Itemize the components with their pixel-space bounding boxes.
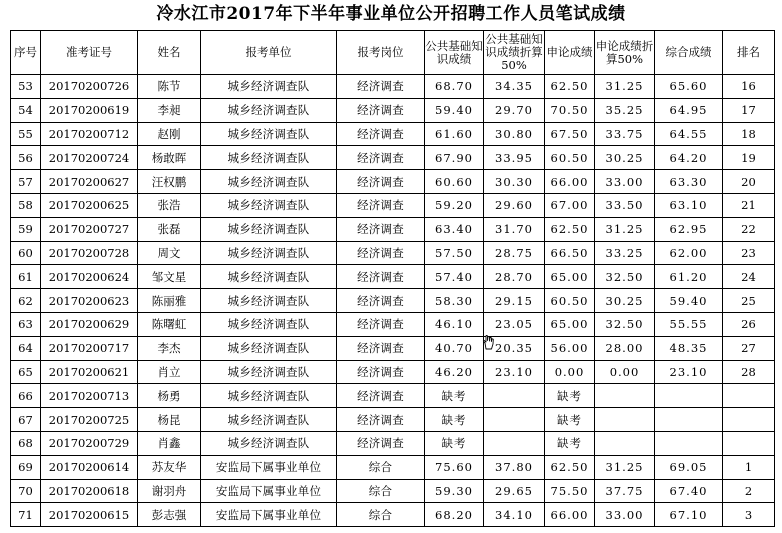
cell-unit: 城乡经济调查队	[201, 193, 337, 217]
cell-name: 陈节	[138, 75, 201, 99]
cell-index: 66	[11, 384, 41, 408]
cell-name: 赵刚	[138, 122, 201, 146]
cell-rank: 1	[723, 455, 775, 479]
cell-unit: 城乡经济调查队	[201, 408, 337, 432]
cell-basic-converted: 30.80	[484, 122, 545, 146]
cell-index: 71	[11, 503, 41, 527]
cell-essay-converted: 31.25	[595, 75, 655, 99]
cell-post: 经济调查	[337, 265, 425, 289]
cell-index: 68	[11, 431, 41, 455]
cell-name: 邹文星	[138, 265, 201, 289]
cell-unit: 城乡经济调查队	[201, 265, 337, 289]
cell-rank	[723, 431, 775, 455]
cell-total: 62.00	[655, 241, 723, 265]
cell-index: 65	[11, 360, 41, 384]
cell-name: 杨勇	[138, 384, 201, 408]
cell-basic-score: 57.40	[425, 265, 484, 289]
cell-basic-score: 57.50	[425, 241, 484, 265]
cell-unit: 城乡经济调查队	[201, 98, 337, 122]
cell-essay-converted: 37.75	[595, 479, 655, 503]
cell-essay-score: 75.50	[545, 479, 595, 503]
cell-unit: 城乡经济调查队	[201, 170, 337, 194]
cell-basic-converted: 28.70	[484, 265, 545, 289]
cell-rank: 3	[723, 503, 775, 527]
cell-essay-score: 67.50	[545, 122, 595, 146]
cell-basic-score: 58.30	[425, 289, 484, 313]
cell-basic-converted: 20.35	[484, 336, 545, 360]
cell-essay-converted: 33.50	[595, 193, 655, 217]
cell-rank: 24	[723, 265, 775, 289]
cell-unit: 城乡经济调查队	[201, 122, 337, 146]
cell-unit: 城乡经济调查队	[201, 289, 337, 313]
cell-name: 杨昆	[138, 408, 201, 432]
cell-name: 谢羽舟	[138, 479, 201, 503]
cell-post: 经济调查	[337, 312, 425, 336]
cell-post: 综合	[337, 479, 425, 503]
cell-exam-id: 20170200727	[41, 217, 138, 241]
cell-index: 57	[11, 170, 41, 194]
cell-rank: 19	[723, 146, 775, 170]
cell-post: 经济调查	[337, 336, 425, 360]
cell-basic-converted	[484, 384, 545, 408]
table-row	[11, 170, 775, 194]
cell-post: 经济调查	[337, 241, 425, 265]
cell-rank: 22	[723, 217, 775, 241]
cell-essay-converted: 33.75	[595, 122, 655, 146]
col-header-exam-id: 准考证号	[41, 31, 138, 75]
cell-essay-score: 65.00	[545, 265, 595, 289]
cell-basic-converted: 37.80	[484, 455, 545, 479]
cell-essay-score: 62.50	[545, 455, 595, 479]
cell-essay-converted: 31.25	[595, 217, 655, 241]
cell-exam-id: 20170200726	[41, 75, 138, 99]
cell-rank: 28	[723, 360, 775, 384]
cell-name: 张浩	[138, 193, 201, 217]
col-header-name: 姓名	[138, 31, 201, 75]
cell-basic-converted: 30.30	[484, 170, 545, 194]
cell-essay-score: 缺考	[545, 431, 595, 455]
hand-cursor-icon	[482, 334, 496, 350]
cell-basic-score: 67.90	[425, 146, 484, 170]
header-row	[11, 31, 775, 75]
cell-unit: 城乡经济调查队	[201, 312, 337, 336]
cell-name: 苏友华	[138, 455, 201, 479]
cell-essay-score: 60.50	[545, 289, 595, 313]
cell-name: 汪权鹏	[138, 170, 201, 194]
cell-exam-id: 20170200623	[41, 289, 138, 313]
cell-post: 经济调查	[337, 217, 425, 241]
cell-rank: 26	[723, 312, 775, 336]
cell-essay-converted: 33.00	[595, 170, 655, 194]
cell-rank: 18	[723, 122, 775, 146]
cell-rank: 27	[723, 336, 775, 360]
cell-index: 53	[11, 75, 41, 99]
cell-exam-id: 20170200725	[41, 408, 138, 432]
cell-unit: 城乡经济调查队	[201, 360, 337, 384]
cell-essay-converted: 30.25	[595, 289, 655, 313]
cell-total: 55.55	[655, 312, 723, 336]
cell-exam-id: 20170200713	[41, 384, 138, 408]
cell-post: 经济调查	[337, 193, 425, 217]
cell-exam-id: 20170200712	[41, 122, 138, 146]
table-row	[11, 193, 775, 217]
cell-exam-id: 20170200629	[41, 312, 138, 336]
cell-rank: 23	[723, 241, 775, 265]
cell-basic-converted	[484, 408, 545, 432]
page-title: 冷水江市2017年下半年事业单位公开招聘工作人员笔试成绩	[156, 4, 626, 24]
cell-index: 58	[11, 193, 41, 217]
cell-essay-converted: 0.00	[595, 360, 655, 384]
cell-basic-converted: 29.15	[484, 289, 545, 313]
table-row	[11, 241, 775, 265]
table-row	[11, 289, 775, 313]
cell-essay-converted	[595, 408, 655, 432]
table-row	[11, 408, 775, 432]
cell-basic-score: 40.70	[425, 336, 484, 360]
cell-name: 肖鑫	[138, 431, 201, 455]
cell-rank: 20	[723, 170, 775, 194]
cell-basic-converted: 33.95	[484, 146, 545, 170]
table-row	[11, 479, 775, 503]
table-row	[11, 75, 775, 99]
cell-total: 64.95	[655, 98, 723, 122]
cell-basic-converted: 23.05	[484, 312, 545, 336]
cell-essay-score: 66.50	[545, 241, 595, 265]
cell-post: 经济调查	[337, 122, 425, 146]
cell-index: 70	[11, 479, 41, 503]
cell-basic-converted: 29.70	[484, 98, 545, 122]
cell-total: 64.55	[655, 122, 723, 146]
col-header-basic-score: 公共基础知识成绩	[425, 31, 484, 75]
cell-post: 综合	[337, 503, 425, 527]
cell-post: 经济调查	[337, 98, 425, 122]
cell-essay-converted	[595, 431, 655, 455]
cell-essay-score: 65.00	[545, 312, 595, 336]
cell-index: 60	[11, 241, 41, 265]
col-header-basic-converted: 公共基础知识成绩折算50%	[484, 31, 545, 75]
cell-essay-score: 66.00	[545, 170, 595, 194]
table-row	[11, 455, 775, 479]
cell-post: 经济调查	[337, 360, 425, 384]
cell-name: 周文	[138, 241, 201, 265]
col-header-post: 报考岗位	[337, 31, 425, 75]
table-row	[11, 217, 775, 241]
cell-total: 69.05	[655, 455, 723, 479]
cell-basic-score: 68.20	[425, 503, 484, 527]
cell-essay-score: 缺考	[545, 384, 595, 408]
cell-unit: 安监局下属事业单位	[201, 455, 337, 479]
table-row	[11, 265, 775, 289]
cell-index: 61	[11, 265, 41, 289]
cell-unit: 安监局下属事业单位	[201, 479, 337, 503]
cell-exam-id: 20170200619	[41, 98, 138, 122]
cell-total: 67.40	[655, 479, 723, 503]
cell-total	[655, 384, 723, 408]
cell-essay-score: 62.50	[545, 75, 595, 99]
cell-unit: 安监局下属事业单位	[201, 503, 337, 527]
cell-basic-converted: 34.10	[484, 503, 545, 527]
cell-exam-id: 20170200724	[41, 146, 138, 170]
col-header-rank: 排名	[723, 31, 775, 75]
cell-unit: 城乡经济调查队	[201, 241, 337, 265]
cell-essay-converted: 32.50	[595, 312, 655, 336]
cell-name: 肖立	[138, 360, 201, 384]
cell-index: 64	[11, 336, 41, 360]
cell-post: 经济调查	[337, 146, 425, 170]
cell-basic-score: 59.40	[425, 98, 484, 122]
cell-total: 67.10	[655, 503, 723, 527]
cell-post: 经济调查	[337, 75, 425, 99]
cell-index: 55	[11, 122, 41, 146]
cell-essay-score: 60.50	[545, 146, 595, 170]
cell-total: 61.20	[655, 265, 723, 289]
cell-rank: 16	[723, 75, 775, 99]
table-row	[11, 312, 775, 336]
table-row	[11, 431, 775, 455]
table-row	[11, 360, 775, 384]
cell-essay-score: 66.00	[545, 503, 595, 527]
cell-essay-converted: 33.00	[595, 503, 655, 527]
cell-name: 陈曙虹	[138, 312, 201, 336]
cell-total	[655, 431, 723, 455]
cell-basic-score: 46.20	[425, 360, 484, 384]
cell-unit: 城乡经济调查队	[201, 384, 337, 408]
cell-basic-converted	[484, 431, 545, 455]
col-header-index: 序号	[11, 31, 41, 75]
scores-table	[10, 30, 775, 527]
cell-essay-converted: 33.25	[595, 241, 655, 265]
cell-exam-id: 20170200625	[41, 193, 138, 217]
cell-basic-converted: 29.60	[484, 193, 545, 217]
cell-post: 经济调查	[337, 170, 425, 194]
cell-total: 23.10	[655, 360, 723, 384]
cell-rank: 17	[723, 98, 775, 122]
cell-index: 56	[11, 146, 41, 170]
cell-unit: 城乡经济调查队	[201, 217, 337, 241]
cell-total: 64.20	[655, 146, 723, 170]
col-header-unit: 报考单位	[201, 31, 337, 75]
cell-exam-id: 20170200618	[41, 479, 138, 503]
table-row	[11, 146, 775, 170]
cell-post: 综合	[337, 455, 425, 479]
cell-essay-converted	[595, 384, 655, 408]
cell-post: 经济调查	[337, 384, 425, 408]
cell-post: 经济调查	[337, 289, 425, 313]
table-row	[11, 122, 775, 146]
cell-basic-score: 61.60	[425, 122, 484, 146]
cell-total: 48.35	[655, 336, 723, 360]
cell-name: 陈丽雅	[138, 289, 201, 313]
cell-basic-converted: 28.75	[484, 241, 545, 265]
cell-name: 李昶	[138, 98, 201, 122]
cell-essay-score: 70.50	[545, 98, 595, 122]
col-header-essay-converted: 申论成绩折算50%	[595, 31, 655, 75]
cell-total: 63.10	[655, 193, 723, 217]
cell-exam-id: 20170200717	[41, 336, 138, 360]
col-header-essay-score: 申论成绩	[545, 31, 595, 75]
col-header-total: 综合成绩	[655, 31, 723, 75]
cell-index: 67	[11, 408, 41, 432]
cell-exam-id: 20170200627	[41, 170, 138, 194]
cell-total	[655, 408, 723, 432]
cell-total: 62.95	[655, 217, 723, 241]
cell-essay-score: 56.00	[545, 336, 595, 360]
cell-basic-score: 59.20	[425, 193, 484, 217]
table-row	[11, 98, 775, 122]
cell-total: 59.40	[655, 289, 723, 313]
cell-name: 张磊	[138, 217, 201, 241]
cell-exam-id: 20170200624	[41, 265, 138, 289]
cell-name: 李杰	[138, 336, 201, 360]
cell-basic-score: 68.70	[425, 75, 484, 99]
scores-body	[11, 75, 775, 527]
cell-essay-score: 0.00	[545, 360, 595, 384]
cell-basic-score: 46.10	[425, 312, 484, 336]
cell-essay-converted: 32.50	[595, 265, 655, 289]
cell-exam-id: 20170200728	[41, 241, 138, 265]
cell-essay-converted: 35.25	[595, 98, 655, 122]
cell-essay-converted: 31.25	[595, 455, 655, 479]
cell-total: 63.30	[655, 170, 723, 194]
cell-rank: 2	[723, 479, 775, 503]
cell-index: 69	[11, 455, 41, 479]
cell-basic-score: 缺考	[425, 408, 484, 432]
cell-name: 杨敢晖	[138, 146, 201, 170]
cell-essay-converted: 28.00	[595, 336, 655, 360]
table-row	[11, 336, 775, 360]
cell-basic-score: 60.60	[425, 170, 484, 194]
cell-rank: 21	[723, 193, 775, 217]
cell-basic-converted: 34.35	[484, 75, 545, 99]
cell-index: 63	[11, 312, 41, 336]
cell-basic-score: 缺考	[425, 431, 484, 455]
cell-unit: 城乡经济调查队	[201, 146, 337, 170]
cell-basic-score: 59.30	[425, 479, 484, 503]
cell-rank	[723, 408, 775, 432]
cell-index: 54	[11, 98, 41, 122]
cell-index: 62	[11, 289, 41, 313]
cell-basic-converted: 23.10	[484, 360, 545, 384]
cell-essay-score: 缺考	[545, 408, 595, 432]
cell-essay-score: 62.50	[545, 217, 595, 241]
cell-exam-id: 20170200729	[41, 431, 138, 455]
table-row	[11, 384, 775, 408]
cell-name: 彭志强	[138, 503, 201, 527]
cell-basic-converted: 31.70	[484, 217, 545, 241]
cell-unit: 城乡经济调查队	[201, 336, 337, 360]
cell-unit: 城乡经济调查队	[201, 75, 337, 99]
cell-exam-id: 20170200615	[41, 503, 138, 527]
cell-essay-converted: 30.25	[595, 146, 655, 170]
table-row	[11, 503, 775, 527]
cell-basic-score: 63.40	[425, 217, 484, 241]
cell-basic-score: 75.60	[425, 455, 484, 479]
cell-rank	[723, 384, 775, 408]
cell-essay-score: 67.00	[545, 193, 595, 217]
cell-index: 59	[11, 217, 41, 241]
cell-total: 65.60	[655, 75, 723, 99]
cell-unit: 城乡经济调查队	[201, 431, 337, 455]
cell-post: 经济调查	[337, 431, 425, 455]
cell-exam-id: 20170200621	[41, 360, 138, 384]
cell-post: 经济调查	[337, 408, 425, 432]
cell-rank: 25	[723, 289, 775, 313]
cell-basic-converted: 29.65	[484, 479, 545, 503]
cell-basic-score: 缺考	[425, 384, 484, 408]
cell-exam-id: 20170200614	[41, 455, 138, 479]
